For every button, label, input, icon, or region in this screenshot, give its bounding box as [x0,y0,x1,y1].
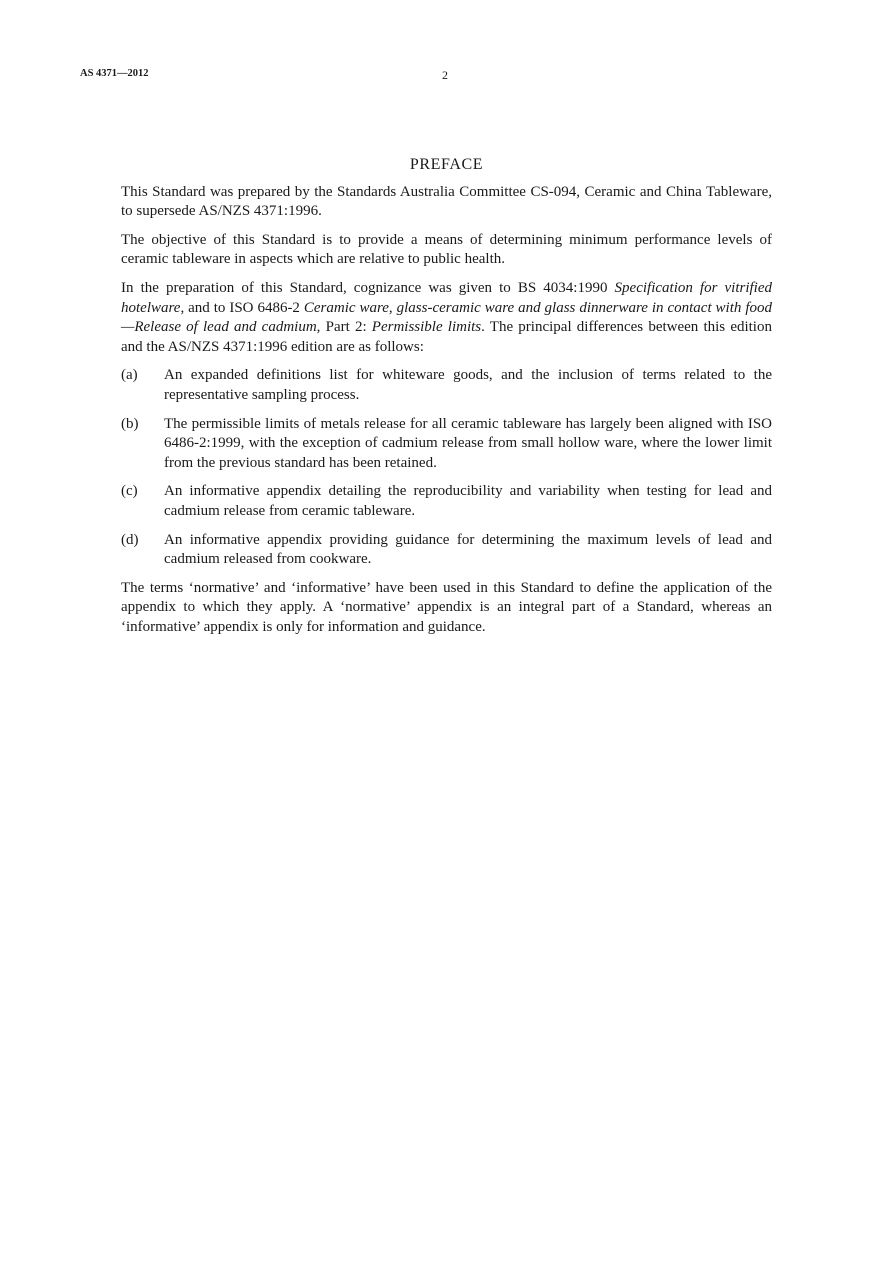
preface-paragraph-2: The objective of this Standard is to provide a means of determining minimum performance levels of ceramic tableware in aspects which are relative to public health. [121,231,772,268]
list-item [121,531,772,570]
preface-paragraph-3 [121,279,772,357]
list-item [121,482,772,521]
para3-text-1: In the preparation of this Standard, cognizance was given to BS 4034:1990 [121,279,615,296]
list-marker: (d) [121,531,139,548]
para3-text-2: , and to ISO 6486-2 [180,299,304,316]
list-item-text: An expanded definitions list for whiteware goods, and the inclusion of terms related to the representative sampling process. [164,367,772,403]
document-id: AS 4371—2012 [80,68,149,79]
bs4034-title: Specification for vitrified hotelware [121,279,772,316]
preface-title: PREFACE [409,156,484,173]
list-marker: (c) [121,483,138,500]
list-marker: (a) [121,367,138,384]
preface-paragraph-1: This Standard was prepared by the Standards Australia Committee CS-094, Ceramic and China Tableware, to supersede AS/NZS 4371:1996. [121,183,772,220]
list-marker: (b) [121,415,139,432]
iso6486-title: Ceramic ware, glass-ceramic ware and glass dinnerware in contact with food—Release of lead and cadmium [121,299,773,336]
para3-text-3: , Part 2: [316,319,372,336]
page-number: 2 [442,68,448,82]
iso6486-part-title: Permissible limits [371,319,482,336]
preface-section [121,155,772,646]
para3-text-4: . The principal differences between this edition and the AS/NZS 4371:1996 edition are as follows: [121,319,772,355]
running-header [80,68,812,84]
list-item [121,415,772,474]
differences-list [121,366,772,569]
list-item [121,366,772,405]
list-item-text: The permissible limits of metals release for all ceramic tableware has largely been aligned with ISO 6486-2:1999, with the exception of cadmium release from small hollow ware, where the lower limit from the previous standard has been retained. [164,415,772,471]
list-item-text: An informative appendix detailing the reproducibility and variability when testing for lead and cadmium release from ceramic tableware. [164,483,772,519]
preface-paragraph-4: The terms ‘normative’ and ‘informative’ have been used in this Standard to define the application of the appendix to which they apply. A ‘normative’ appendix is an integral part of a Standard, whereas an ‘informative’ appendix is only for information and guidance. [121,579,772,635]
list-item-text: An informative appendix providing guidance for determining the maximum levels of lead and cadmium released from cookware. [164,531,772,568]
